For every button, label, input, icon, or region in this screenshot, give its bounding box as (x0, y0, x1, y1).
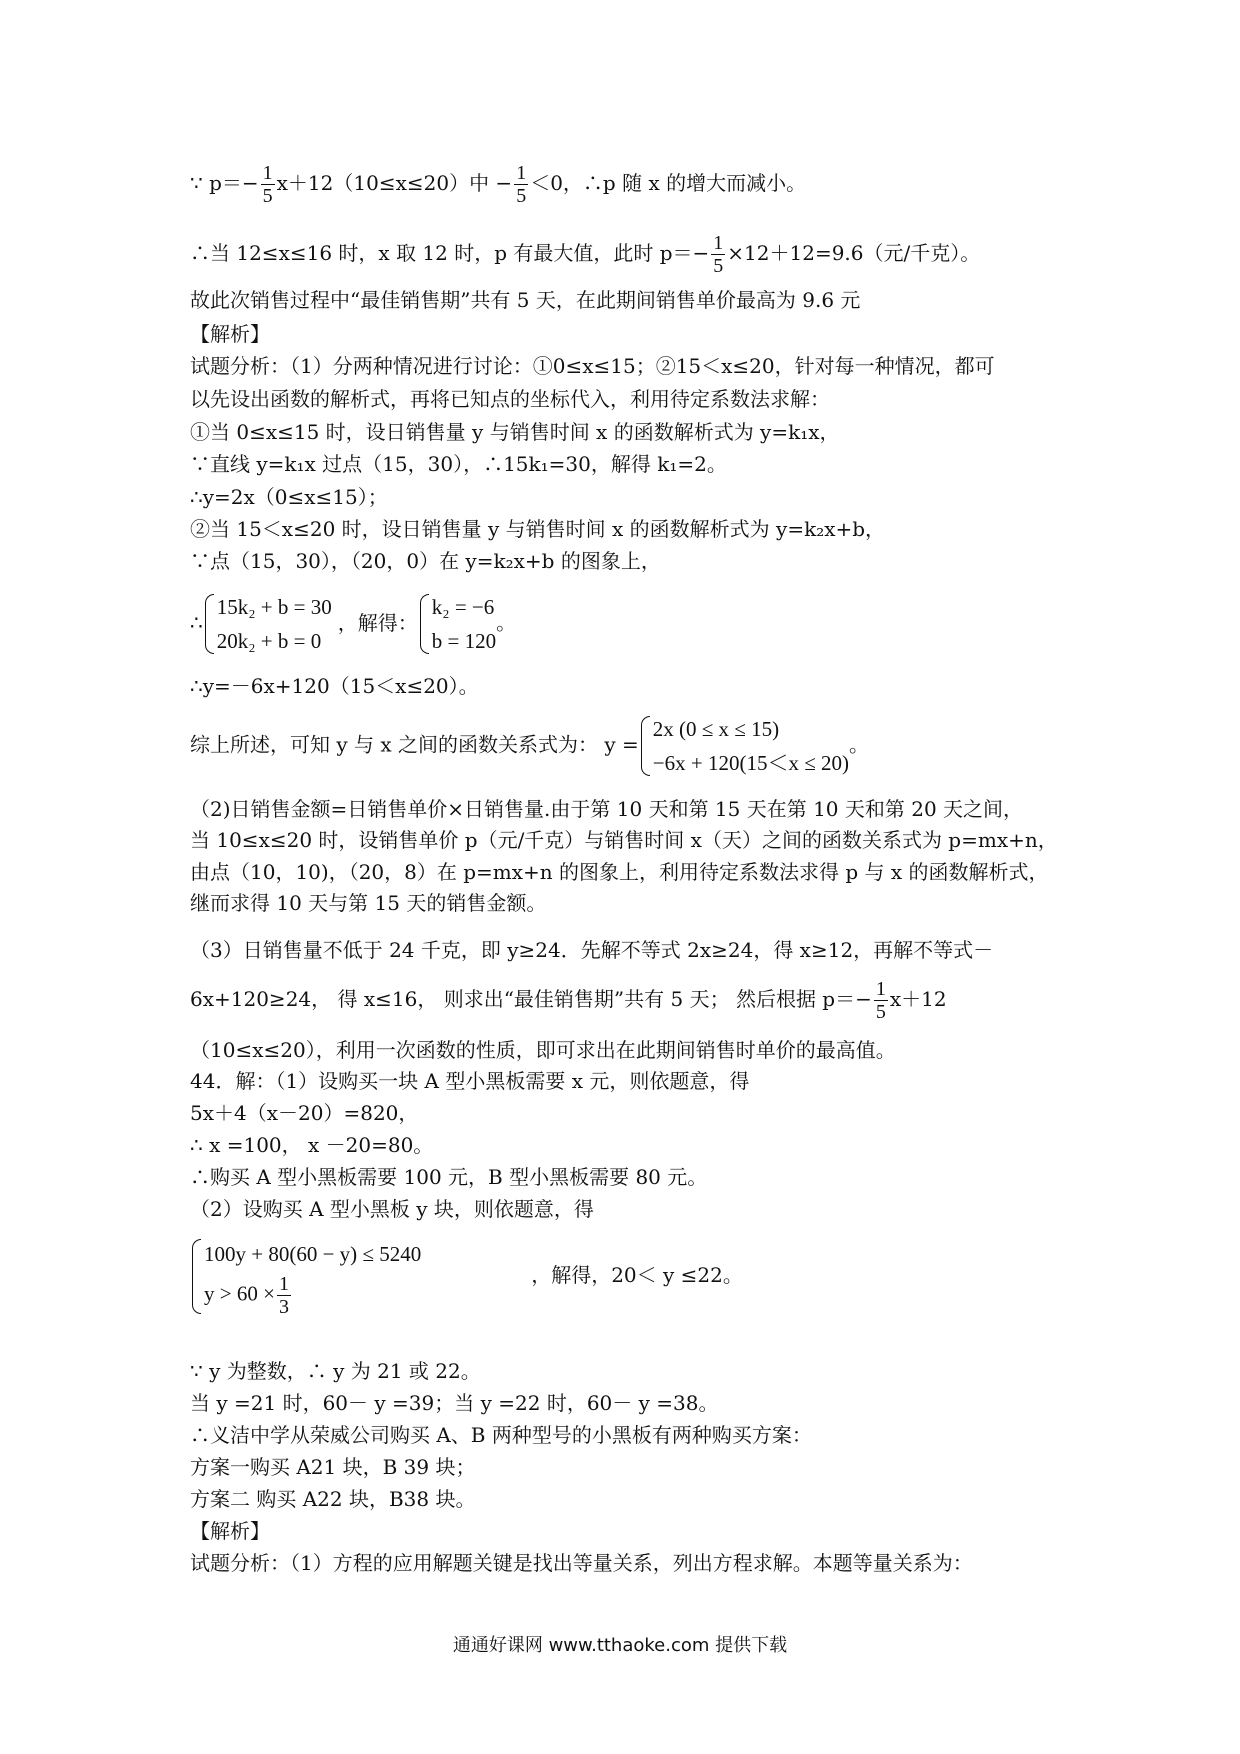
line-14-piecewise: 综上所述，可知 y 与 x 之间的函数关系式为： y = 2x (0 ≤ x ≤ 15) −6x + 120(15＜x ≤ 20) 。 (190, 712, 869, 780)
line-16: 当 10≤x≤20 时，设销售单价 p（元/千克）与销售时间 x（天）之间的函数关系式为 p=mx+n， (190, 828, 1058, 852)
line-8: ∵直线 y=k₁x 过点（15，30），∴15k₁=30，解得 k₁=2。 (190, 452, 727, 476)
equation-solution: k₂ = −6 b = 120 (418, 590, 496, 658)
line-20: 6x+120≥24， 得 x≤16， 则求出“最佳销售期”共有 5 天； 然后根据 p＝− $\frac{1}{5}$ x＋12 (190, 978, 947, 1023)
line-30: ∴义洁中学从荣威公司购买 A、B 两种型号的小黑板有两种购买方案： (190, 1423, 812, 1447)
line-26: （2）设购买 A 型小黑板 y 块，则依题意，得 (190, 1197, 594, 1221)
equation-system: 15k₂ + b = 30 20k₂ + b = 0 (203, 590, 332, 658)
line-23: 5x＋4（x－20）=820， (190, 1101, 419, 1125)
line-34: 试题分析：（1）方程的应用解题关键是找出等量关系，列出方程求解。本题等量关系为： (190, 1551, 973, 1575)
line-21: （10≤x≤20），利用一次函数的性质，即可求出在此期间销售时单价的最高值。 (190, 1038, 896, 1062)
line-18: 继而求得 10 天与第 15 天的销售金额。 (190, 891, 547, 915)
fraction: $\frac{1}{5}$ (713, 232, 724, 277)
inequality-system: 100y + 80(60 − y) ≤ 5240 y > 60 × $\frac{1}{3}$ (190, 1235, 421, 1318)
line-13: ∴y=－6x+120（15＜x≤20）。 (190, 674, 479, 698)
line-28: ∵ y 为整数，∴ y 为 21 或 22。 (190, 1359, 481, 1383)
line-12-equation-system: ∴ 15k₂ + b = 30 20k₂ + b = 0 ，解得： k₂ = −6 b = 120 。 (190, 590, 516, 658)
line-2: ∴当 12≤x≤16 时，x 取 12 时，p 有最大值，此时 p＝− $\frac{1}{5}$ ×12＋12=9.6（元/千克）。 (190, 232, 981, 277)
line-31: 方案一购买 A21 块，B 39 块； (190, 1455, 476, 1479)
line-27-inequality-system: 100y + 80(60 − y) ≤ 5240 y > 60 × $\frac{1}{3}$ ，解得，20＜ y ≤22。 (190, 1235, 743, 1318)
line-32: 方案二 购买 A22 块，B38 块。 (190, 1487, 476, 1511)
line-5: 试题分析：（1）分两种情况进行讨论：①0≤x≤15；②15＜x≤20，针对每一种情况，都可 (190, 354, 995, 378)
section-heading-analysis: 【解析】 (190, 322, 270, 346)
fraction: $\frac{1}{5}$ (875, 978, 886, 1023)
line-17: 由点（10，10)，（20，8）在 p=mx+n 的图象上，利用待定系数法求得 p 与 x 的函数解析式， (190, 860, 1049, 884)
line-9: ∴y=2x（0≤x≤15）； (190, 485, 388, 509)
section-heading-analysis-2: 【解析】 (190, 1519, 270, 1543)
line-22: 44．解：（1）设购买一块 A 型小黑板需要 x 元，则依题意，得 (190, 1069, 750, 1093)
piecewise-function: 2x (0 ≤ x ≤ 15) −6x + 120(15＜x ≤ 20) (639, 712, 849, 780)
fraction: $\frac{1}{3}$ (278, 1273, 289, 1318)
line-15: （2)日销售金额=日销售单价×日销售量.由于第 10 天和第 15 天在第 10 天和第 20 天之间， (190, 797, 1024, 821)
fraction: $\frac{1}{5}$ (516, 162, 527, 207)
fraction: $\frac{1}{5}$ (262, 162, 273, 207)
line-25: ∴购买 A 型小黑板需要 100 元，B 型小黑板需要 80 元。 (190, 1165, 708, 1189)
line-10: ②当 15＜x≤20 时，设日销售量 y 与销售时间 x 的函数解析式为 y=k₂x+b， (190, 517, 886, 541)
line-11: ∵点（15，30），（20，0）在 y=k₂x+b 的图象上， (190, 549, 661, 573)
line-29: 当 y =21 时，60－ y =39；当 y =22 时，60－ y =38。 (190, 1391, 719, 1415)
page-footer: 通通好课网 www.tthaoke.com 提供下载 (452, 1635, 788, 1656)
line-3: 故此次销售过程中“最佳销售期”共有 5 天，在此期间销售单价最高为 9.6 元 (190, 288, 861, 312)
line-7: ①当 0≤x≤15 时，设日销售量 y 与销售时间 x 的函数解析式为 y=k₁x， (190, 420, 840, 444)
line-24: ∴ x =100， x －20=80。 (190, 1133, 434, 1157)
line-6: 以先设出函数的解析式，再将已知点的坐标代入，利用待定系数法求解： (190, 387, 830, 411)
line-1: ∵ p＝− $\frac{1}{5}$ x＋12（10≤x≤20）中 − $\frac{1}{5}$ ＜0，∴p 随 x 的增大而减小。 (190, 162, 807, 207)
line-19: （3）日销售量不低于 24 千克，即 y≥24．先解不等式 2x≥24，得 x≥12，再解不等式－ (190, 938, 994, 962)
